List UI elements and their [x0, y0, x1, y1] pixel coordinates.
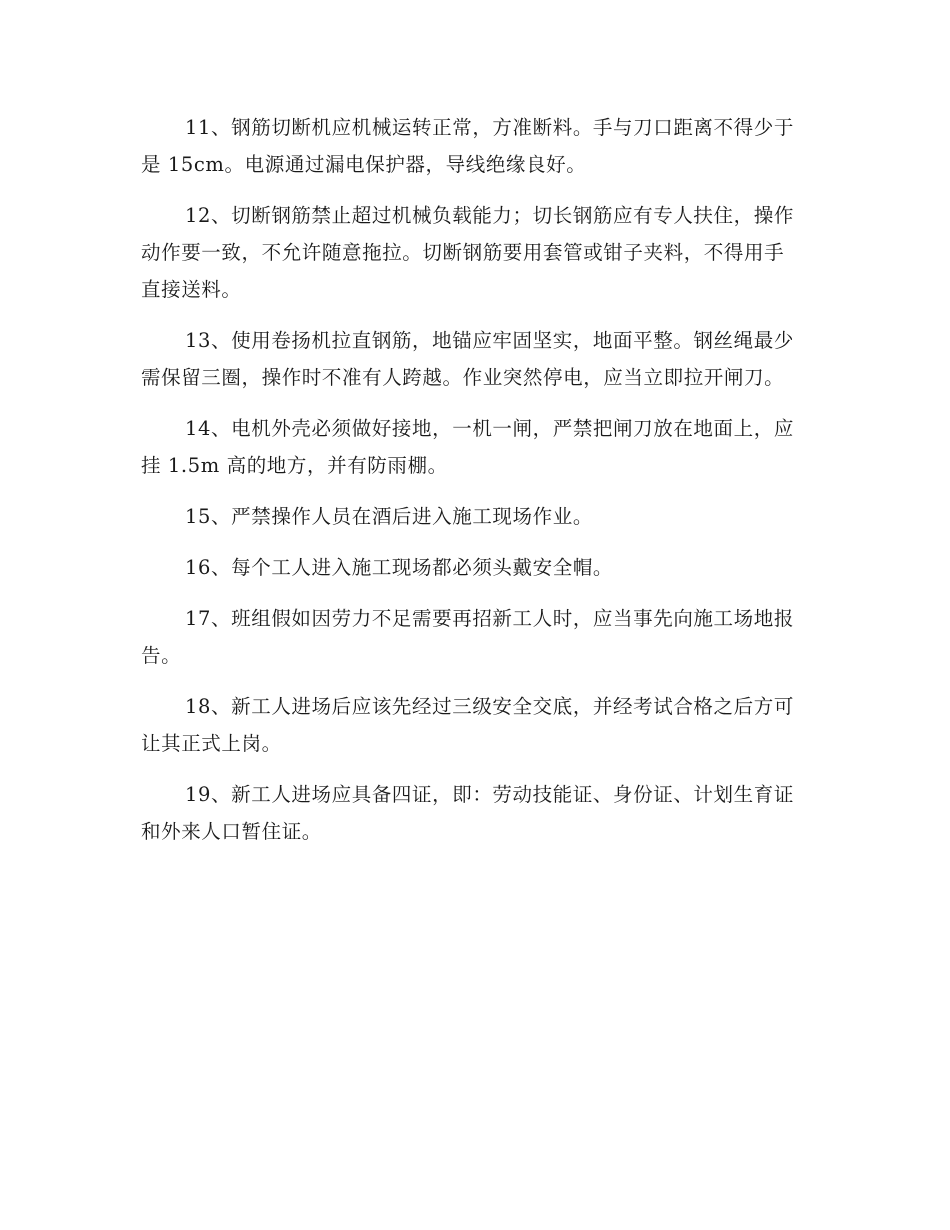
paragraph-item-19: 19、新工人进场应具备四证，即：劳动技能证、身份证、计划生育证和外来人口暂住证。 [141, 783, 794, 843]
paragraph-item-11: 11、钢筋切断机应机械运转正常，方准断料。手与刀口距离不得少于是 15cm。电源通过漏电保护器，导线绝缘良好。 [141, 116, 794, 176]
paragraph-item-18: 18、新工人进场后应该先经过三级安全交底，并经考试合格之后方可让其正式上岗。 [141, 695, 794, 755]
paragraph-item-16: 16、每个工人进入施工现场都必须头戴安全帽。 [185, 556, 614, 579]
document-body [141, 109, 795, 864]
paragraph-item-14: 14、电机外壳必须做好接地，一机一闸，严禁把闸刀放在地面上，应挂 1.5m 高的地方，并有防雨棚。 [141, 417, 794, 477]
paragraph-item-12: 12、切断钢筋禁止超过机械负载能力；切长钢筋应有专人扶住，操作动作要一致，不允许随意拖拉。切断钢筋要用套管或钳子夹料，不得用手直接送料。 [141, 204, 794, 301]
paragraph-item-17: 17、班组假如因劳力不足需要再招新工人时，应当事先向施工场地报告。 [141, 607, 794, 667]
paragraph-item-15: 15、严禁操作人员在酒后进入施工现场作业。 [185, 505, 593, 528]
paragraph-item-13: 13、使用卷扬机拉直钢筋，地锚应牢固坚实，地面平整。钢丝绳最少需保留三圈，操作时不准有人跨越。作业突然停电，应当立即拉开闸刀。 [141, 329, 794, 389]
